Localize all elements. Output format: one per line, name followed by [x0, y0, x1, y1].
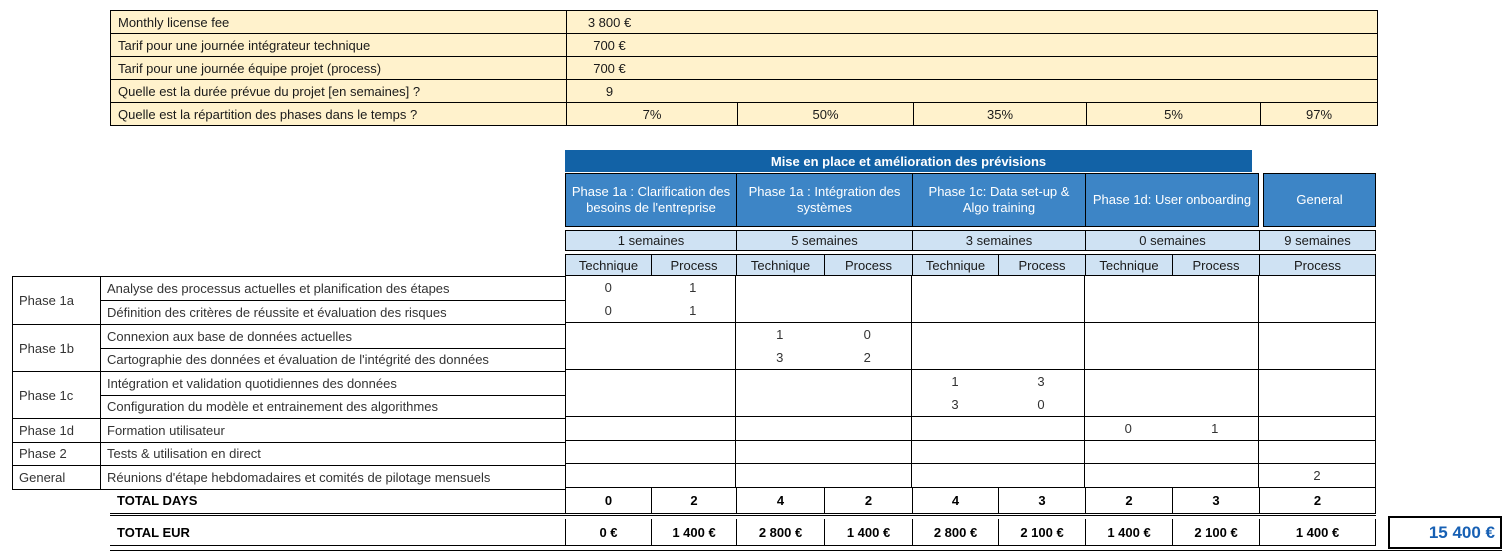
data-cell[interactable]: [824, 394, 912, 417]
total-days-cell[interactable]: 2: [651, 488, 736, 513]
data-cell[interactable]: [1259, 323, 1375, 347]
phase-label-cell: Phase 1b: [13, 325, 101, 371]
task-cell: Réunions d'étape hebdomadaires et comités de pilotage mensuels: [107, 469, 491, 485]
data-cell[interactable]: [1259, 300, 1375, 323]
total-eur-cell[interactable]: 1 400 €: [651, 519, 736, 545]
data-cell[interactable]: [1172, 441, 1259, 464]
total-days-cell[interactable]: 4: [736, 488, 824, 513]
data-cell[interactable]: [912, 464, 998, 487]
total-days-cell[interactable]: 2: [1259, 488, 1376, 513]
param-row: [110, 79, 1378, 103]
task-cell: Intégration et validation quotidiennes des données: [107, 375, 397, 391]
data-cell[interactable]: [566, 323, 651, 347]
phase-header-cell-general: General: [1263, 173, 1376, 227]
data-cell[interactable]: [824, 370, 912, 394]
param-label: Monthly license fee: [118, 14, 230, 30]
data-cell[interactable]: 0: [604, 280, 612, 296]
weeks-cell[interactable]: 5 semaines: [736, 230, 912, 251]
data-cell[interactable]: [1259, 347, 1375, 370]
phase-group: [13, 442, 566, 466]
data-cell[interactable]: [824, 276, 912, 300]
total-eur-label: TOTAL EUR: [117, 524, 190, 540]
param-value-cell[interactable]: 9: [566, 80, 652, 102]
data-cell[interactable]: 3: [951, 397, 959, 413]
bottom-rule: [110, 550, 1502, 551]
data-cell[interactable]: [998, 323, 1084, 347]
weeks-cell[interactable]: 0 semaines: [1085, 230, 1259, 251]
total-days-cell[interactable]: 0: [565, 488, 651, 513]
task-label-table: [12, 276, 566, 490]
data-cell[interactable]: 1: [951, 374, 959, 390]
distribution-cell[interactable]: 35%: [913, 103, 1086, 125]
phase-label-cell: Phase 1d: [13, 419, 101, 442]
data-row: [565, 347, 1376, 371]
data-cell[interactable]: [651, 347, 736, 370]
table-title: Mise en place et amélioration des prévisions: [565, 150, 1252, 172]
total-eur-cell[interactable]: 2 100 €: [998, 519, 1085, 545]
subheader-cell: Technique: [565, 254, 651, 276]
subheader-cell: Technique: [1085, 254, 1172, 276]
weeks-cell[interactable]: 3 semaines: [912, 230, 1085, 251]
subheader-cell: Process: [651, 254, 736, 276]
distribution-cell[interactable]: 7%: [566, 103, 737, 125]
data-grid: [565, 276, 1376, 488]
phase-label-cell: Phase 2: [13, 443, 101, 466]
data-cell[interactable]: 0: [1037, 397, 1045, 413]
task-cell: Analyse des processus actuelles et planification des étapes: [107, 281, 450, 296]
data-cell[interactable]: 1: [689, 303, 697, 319]
data-cell[interactable]: [736, 370, 824, 394]
data-cell[interactable]: [736, 464, 824, 487]
data-row: [565, 276, 1376, 300]
data-cell[interactable]: 1: [776, 327, 784, 343]
data-cell[interactable]: 0: [604, 303, 612, 319]
data-cell[interactable]: [1259, 370, 1375, 394]
phase-header-cell: Phase 1d: User onboarding: [1085, 173, 1259, 227]
total-days-cell[interactable]: 2: [1085, 488, 1172, 513]
data-cell[interactable]: [1085, 300, 1172, 323]
task-cell: Formation utilisateur: [107, 422, 225, 438]
data-cell[interactable]: [912, 300, 998, 323]
data-cell[interactable]: [912, 347, 998, 370]
data-cell[interactable]: [566, 370, 651, 394]
weeks-cell[interactable]: 1 semaines: [565, 230, 736, 251]
total-eur-row: [110, 519, 1376, 546]
grand-total-cell[interactable]: 15 400 €: [1388, 516, 1502, 549]
param-label: Tarif pour une journée équipe projet (process): [118, 60, 382, 76]
data-cell[interactable]: [651, 394, 736, 417]
data-cell[interactable]: [566, 441, 651, 464]
data-cell[interactable]: 0: [863, 327, 871, 343]
distribution-row: [110, 102, 1378, 126]
task-cell: Connexion aux base de données actuelles: [107, 328, 353, 344]
data-cell[interactable]: [651, 417, 736, 440]
task-cell: Configuration du modèle et entrainement des algorithmes: [101, 395, 566, 419]
param-label: Quelle est la répartition des phases dans le temps ?: [118, 106, 418, 122]
distribution-cell[interactable]: 97%: [1260, 103, 1377, 125]
params-table: [110, 10, 1378, 126]
data-row: [565, 394, 1376, 418]
data-cell[interactable]: [824, 417, 912, 440]
data-cell[interactable]: [736, 394, 824, 417]
param-label: Tarif pour une journée intégrateur technique: [118, 37, 371, 53]
subheader-cell: Technique: [912, 254, 998, 276]
data-cell[interactable]: [1172, 323, 1259, 347]
data-cell[interactable]: [998, 464, 1084, 487]
data-cell[interactable]: [1085, 464, 1172, 487]
data-cell[interactable]: [566, 417, 651, 440]
subheader-row: [565, 254, 1376, 276]
phase-label-cell: General: [13, 466, 101, 489]
data-cell[interactable]: [1085, 441, 1172, 464]
data-cell[interactable]: [824, 300, 912, 323]
total-days-cell[interactable]: 2: [824, 488, 912, 513]
data-row: [565, 323, 1376, 347]
data-cell[interactable]: [651, 370, 736, 394]
total-eur-cell[interactable]: 1 400 €: [1259, 519, 1376, 545]
total-eur-cell[interactable]: 1 400 €: [824, 519, 912, 545]
data-cell[interactable]: [824, 464, 912, 487]
data-cell[interactable]: 3: [1037, 374, 1045, 390]
data-cell[interactable]: [998, 300, 1084, 323]
data-cell[interactable]: [1259, 394, 1375, 417]
data-cell[interactable]: [1085, 323, 1172, 347]
subheader-cell: Technique: [736, 254, 824, 276]
task-cell: Cartographie des données et évaluation de l'intégrité des données: [101, 348, 566, 372]
total-days-cell[interactable]: 4: [912, 488, 998, 513]
data-cell[interactable]: [1172, 464, 1259, 487]
data-cell[interactable]: 0: [1124, 420, 1132, 436]
total-days-row: [110, 488, 1376, 516]
subheader-cell: Process: [824, 254, 912, 276]
data-cell[interactable]: [998, 417, 1084, 440]
phase-label-cell: Phase 1a: [13, 277, 101, 324]
data-cell[interactable]: [1259, 417, 1375, 440]
data-cell[interactable]: [736, 276, 824, 300]
data-cell[interactable]: [998, 347, 1084, 370]
total-eur-cell[interactable]: 2 800 €: [736, 519, 824, 545]
data-cell[interactable]: 2: [863, 350, 871, 366]
phase-header-cell: Phase 1a : Intégration des systèmes: [736, 173, 912, 227]
data-cell[interactable]: [998, 276, 1084, 300]
data-cell[interactable]: [651, 441, 736, 464]
data-cell[interactable]: [1172, 394, 1259, 417]
data-cell[interactable]: [651, 323, 736, 347]
data-cell[interactable]: [1172, 300, 1259, 323]
data-cell[interactable]: [736, 441, 824, 464]
distribution-cell[interactable]: 50%: [737, 103, 913, 125]
data-cell[interactable]: [1172, 276, 1259, 300]
data-cell[interactable]: [912, 441, 998, 464]
data-cell[interactable]: 2: [1313, 467, 1321, 483]
phase-group: [13, 371, 566, 418]
subheader-cell: Process: [1172, 254, 1259, 276]
data-cell[interactable]: [1085, 370, 1172, 394]
data-row: [565, 370, 1376, 394]
data-cell[interactable]: [651, 464, 736, 487]
data-cell[interactable]: [912, 276, 998, 300]
data-cell[interactable]: [736, 417, 824, 440]
data-row: [565, 300, 1376, 324]
total-days-label: TOTAL DAYS: [117, 493, 198, 508]
data-cell[interactable]: [1085, 276, 1172, 300]
distribution-cell[interactable]: 5%: [1086, 103, 1260, 125]
phase-group: [13, 324, 566, 371]
totals-section: [110, 488, 1376, 546]
data-cell[interactable]: [736, 300, 824, 323]
phase-header-cell: Phase 1c: Data set-up & Algo training: [912, 173, 1085, 227]
param-label: Quelle est la durée prévue du projet [en semaines] ?: [118, 83, 421, 99]
subheader-cell: Process: [1259, 254, 1376, 276]
data-cell[interactable]: [824, 441, 912, 464]
subheader-cell: Process: [998, 254, 1085, 276]
total-eur-cell[interactable]: 2 100 €: [1172, 519, 1259, 545]
data-cell[interactable]: [1172, 370, 1259, 394]
phase-label-cell: Phase 1c: [13, 372, 101, 418]
phase-header-row: [565, 173, 1376, 227]
data-cell[interactable]: 1: [1211, 420, 1219, 436]
param-row: [110, 10, 1378, 34]
phase-header-cell: Phase 1a : Clarification des besoins de l'entreprise: [565, 173, 736, 227]
task-cell: Définition des critères de réussite et évaluation des risques: [101, 300, 566, 324]
data-cell[interactable]: [998, 441, 1084, 464]
data-cell[interactable]: [1085, 347, 1172, 370]
data-cell[interactable]: [1259, 276, 1375, 300]
total-eur-cell[interactable]: 1 400 €: [1085, 519, 1172, 545]
data-row: [565, 464, 1376, 488]
data-cell[interactable]: [1085, 394, 1172, 417]
weeks-row: [565, 230, 1376, 251]
data-cell[interactable]: [566, 464, 651, 487]
phase-group: [13, 418, 566, 442]
param-value-cell[interactable]: 700 €: [566, 57, 652, 79]
weeks-cell[interactable]: 9 semaines: [1259, 230, 1376, 251]
data-cell[interactable]: 1: [689, 280, 697, 296]
task-cell: Tests & utilisation en direct: [107, 446, 261, 462]
data-row: [565, 441, 1376, 465]
param-row: [110, 56, 1378, 80]
total-eur-cell[interactable]: 2 800 €: [912, 519, 998, 545]
param-row: [110, 33, 1378, 57]
total-days-cell[interactable]: 3: [1172, 488, 1259, 513]
phase-group: [13, 465, 566, 489]
data-cell[interactable]: [566, 347, 651, 370]
param-value-cell[interactable]: 700 €: [566, 34, 652, 56]
data-cell[interactable]: [566, 394, 651, 417]
data-row: [565, 417, 1376, 441]
data-cell[interactable]: [1172, 347, 1259, 370]
data-cell[interactable]: [1259, 441, 1375, 464]
data-cell[interactable]: 3: [776, 350, 784, 366]
total-days-cell[interactable]: 3: [998, 488, 1085, 513]
param-value-cell[interactable]: 3 800 €: [566, 11, 652, 33]
project-plan-table: [565, 150, 1376, 488]
phase-group: [13, 277, 566, 324]
data-cell[interactable]: [912, 417, 998, 440]
total-eur-cell[interactable]: 0 €: [565, 519, 651, 545]
data-cell[interactable]: [912, 323, 998, 347]
